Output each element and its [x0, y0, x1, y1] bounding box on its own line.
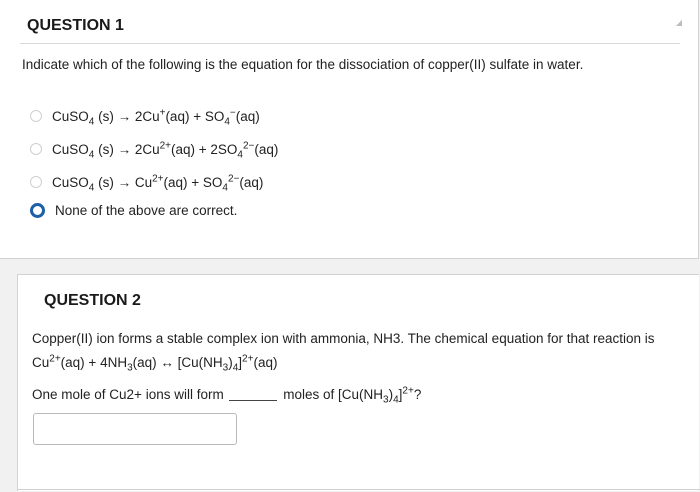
radio-option-c[interactable] [30, 176, 42, 188]
question-2-prefix: One mole of Cu2+ ions will form [32, 387, 224, 402]
option-b[interactable] [30, 138, 278, 160]
radio-option-d-selected[interactable] [30, 203, 45, 218]
answer-blank [229, 400, 277, 401]
dropdown-marker-icon: ◢ [675, 18, 682, 27]
question-2-suffix: moles of $[Cu(NH_3)_4]^{2+}$? [283, 385, 422, 406]
option-b-label: CuSO$_4$ $(s) \to 2Cu^{2+}(aq) + 2SO_4^{2-}(aq)$ [52, 140, 279, 161]
option-c-label: CuSO$_4$ $(s) \to Cu^{2+}(aq) + SO_4^{2-}(aq)$ [52, 173, 264, 194]
question-2-question [32, 385, 422, 406]
question-1-divider [20, 43, 680, 44]
question-1-prompt: Indicate which of the following is the equation for the dissociation of copper(II) sulfate in water. [22, 57, 584, 72]
option-d[interactable] [30, 199, 237, 221]
option-c[interactable] [30, 171, 263, 193]
question-2-equation: $Cu^{2+}(aq) + 4NH_3(aq)$ ↔ $[Cu(NH_3)_4]^{2+}(aq)$ [32, 353, 278, 374]
option-a-label: CuSO$_4$ $(s) \to 2Cu^+(aq) + SO_4^-(aq)$ [52, 107, 260, 128]
option-a[interactable] [30, 105, 260, 127]
answer-input[interactable] [33, 413, 237, 445]
page-bottom-rule [17, 489, 700, 490]
radio-option-b[interactable] [30, 143, 42, 155]
question-2-prompt: Copper(II) ion forms a stable complex ion with ammonia, NH3. The chemical equation for that reaction is [32, 331, 655, 346]
question-2-title: QUESTION 2 [44, 292, 141, 309]
option-d-label: None of the above are correct. [55, 202, 238, 218]
question-1-title: QUESTION 1 [27, 17, 124, 34]
question-2-panel [17, 274, 699, 491]
radio-option-a[interactable] [30, 110, 42, 122]
